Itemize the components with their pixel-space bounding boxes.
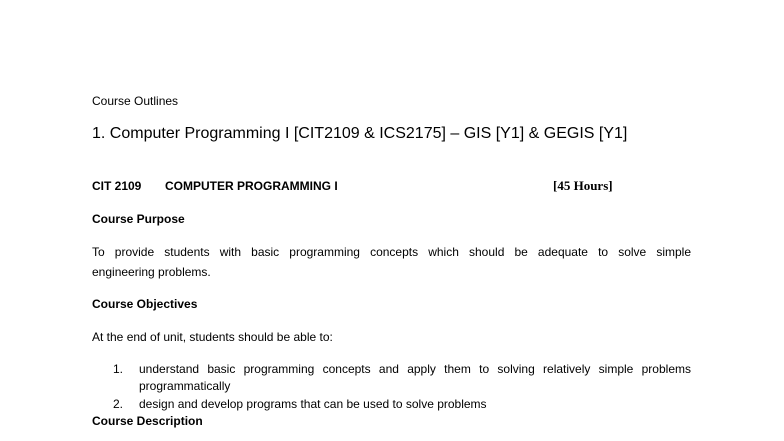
course-purpose-text-line-2: engineering problems. <box>92 265 211 279</box>
course-description-heading: Course Description <box>92 414 203 428</box>
course-purpose-text-line-1: To provide students with basic programming concepts which should be adequate to solve simple <box>92 245 691 259</box>
list-item-text-line-1: understand basic programming concepts and apply them to solving relatively simple problems <box>139 362 691 376</box>
list-item-number: 2. <box>113 397 124 411</box>
course-objectives-heading: Course Objectives <box>92 297 198 311</box>
course-outlines-label: Course Outlines <box>92 94 179 108</box>
list-item-number: 1. <box>113 362 124 376</box>
course-code: CIT 2109 <box>92 179 142 193</box>
course-main-heading: 1. Computer Programming I [CIT2109 & ICS2175] – GIS [Y1] & GEGIS [Y1] <box>92 125 628 142</box>
course-objectives-intro: At the end of unit, students should be able to: <box>92 330 333 344</box>
course-title: COMPUTER PROGRAMMING I <box>165 179 338 193</box>
list-item-text-line-2: programmatically <box>139 379 231 393</box>
course-hours: [45 Hours] <box>553 178 613 193</box>
course-purpose-heading: Course Purpose <box>92 212 185 226</box>
list-item-text-line-1: design and develop programs that can be used to solve problems <box>139 397 487 411</box>
